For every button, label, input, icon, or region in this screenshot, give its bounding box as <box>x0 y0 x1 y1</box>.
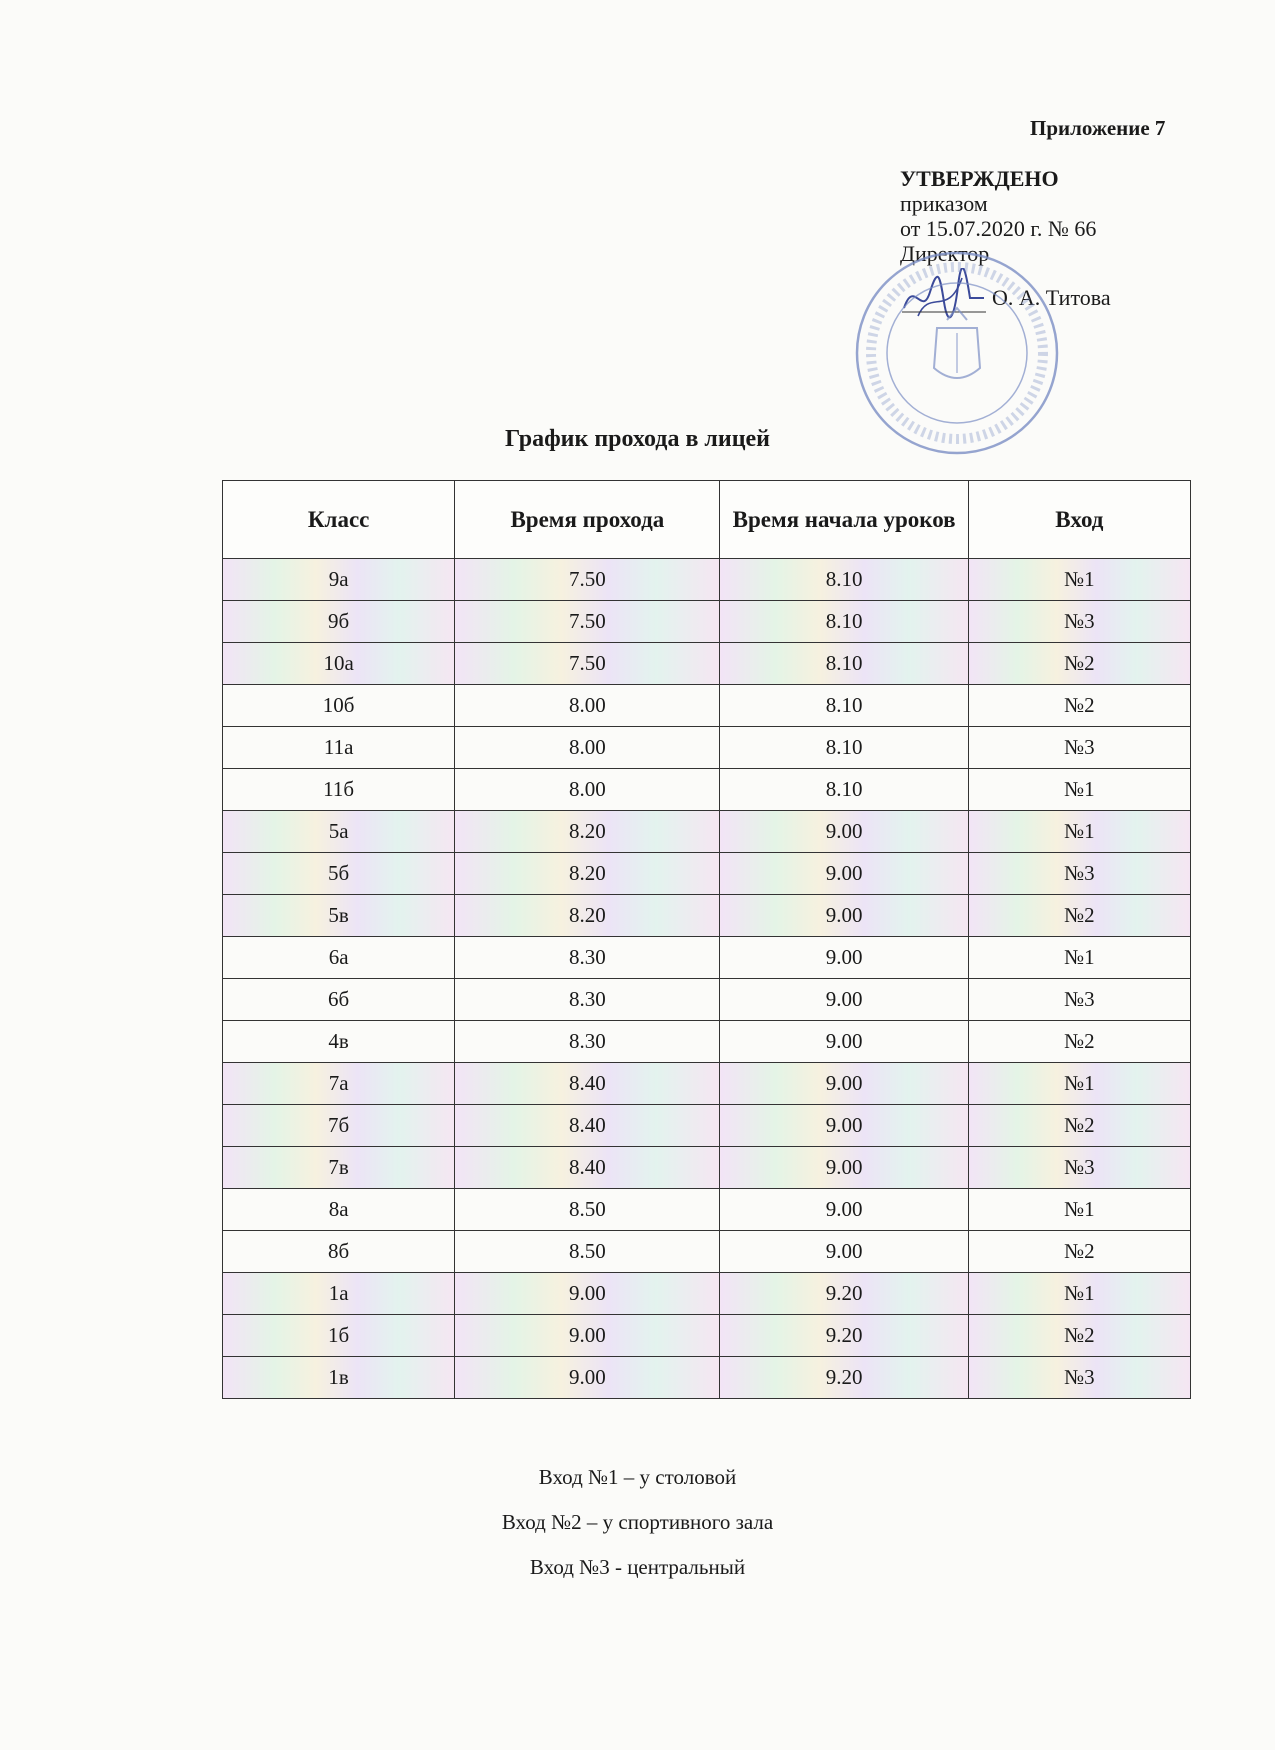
cell-entry-time: 8.50 <box>455 1231 720 1273</box>
cell-lesson-start: 9.20 <box>720 1273 968 1315</box>
cell-class: 9б <box>223 601 455 643</box>
cell-entry-time: 9.00 <box>455 1357 720 1399</box>
cell-lesson-start: 8.10 <box>720 727 968 769</box>
cell-entrance: №3 <box>968 853 1190 895</box>
order-reference: от 15.07.2020 г. № 66 <box>900 216 1097 241</box>
cell-lesson-start: 9.00 <box>720 937 968 979</box>
cell-lesson-start: 9.00 <box>720 1021 968 1063</box>
legend-entrance-2: Вход №2 – у спортивного зала <box>501 1510 774 1534</box>
cell-class: 6а <box>223 937 455 979</box>
table-row <box>223 1231 1191 1273</box>
legend-entrance-3: Вход №3 - центральный <box>529 1555 746 1579</box>
cell-entry-time: 8.20 <box>455 895 720 937</box>
cell-entry-time: 8.00 <box>455 727 720 769</box>
cell-lesson-start: 9.00 <box>720 1147 968 1189</box>
cell-class: 8а <box>223 1189 455 1231</box>
cell-class: 11б <box>223 769 455 811</box>
cell-entry-time: 8.30 <box>455 937 720 979</box>
cell-lesson-start: 8.10 <box>720 559 968 601</box>
table-row <box>223 1021 1191 1063</box>
cell-lesson-start: 8.10 <box>720 643 968 685</box>
cell-entrance: №1 <box>968 1063 1190 1105</box>
cell-lesson-start: 9.00 <box>720 979 968 1021</box>
cell-entry-time: 8.20 <box>455 811 720 853</box>
cell-entrance: №3 <box>968 727 1190 769</box>
table-row <box>223 1273 1191 1315</box>
cell-lesson-start: 9.00 <box>720 1189 968 1231</box>
table-row <box>223 601 1191 643</box>
cell-class: 7б <box>223 1105 455 1147</box>
table-row <box>223 1063 1191 1105</box>
cell-entrance: №1 <box>968 1273 1190 1315</box>
table-row <box>223 811 1191 853</box>
cell-entrance: №1 <box>968 1189 1190 1231</box>
header-class: Класс <box>223 481 455 559</box>
cell-class: 8б <box>223 1231 455 1273</box>
cell-entrance: №1 <box>968 559 1190 601</box>
cell-lesson-start: 9.00 <box>720 853 968 895</box>
cell-entry-time: 9.00 <box>455 1273 720 1315</box>
cell-entry-time: 9.00 <box>455 1315 720 1357</box>
signer-name: О. А. Титова <box>992 284 1111 310</box>
cell-entry-time: 8.40 <box>455 1147 720 1189</box>
cell-entrance: №3 <box>968 1147 1190 1189</box>
cell-lesson-start: 8.10 <box>720 685 968 727</box>
cell-lesson-start: 9.20 <box>720 1357 968 1399</box>
cell-lesson-start: 9.20 <box>720 1315 968 1357</box>
appendix-label: Приложение 7 <box>1030 116 1166 140</box>
approved-by: приказом <box>900 191 988 216</box>
cell-entry-time: 7.50 <box>455 559 720 601</box>
cell-lesson-start: 9.00 <box>720 1063 968 1105</box>
cell-entry-time: 7.50 <box>455 643 720 685</box>
cell-entrance: №2 <box>968 1105 1190 1147</box>
cell-class: 10а <box>223 643 455 685</box>
table-row <box>223 1147 1191 1189</box>
cell-entry-time: 8.30 <box>455 1021 720 1063</box>
cell-entrance: №3 <box>968 1357 1190 1399</box>
table-row <box>223 979 1191 1021</box>
cell-class: 4в <box>223 1021 455 1063</box>
schedule-body <box>223 559 1191 1399</box>
cell-class: 9а <box>223 559 455 601</box>
table-row <box>223 727 1191 769</box>
entrance-legend <box>0 1455 1275 1590</box>
schedule-table <box>222 480 1191 1399</box>
cell-entrance: №1 <box>968 769 1190 811</box>
cell-entry-time: 8.40 <box>455 1105 720 1147</box>
table-row <box>223 1357 1191 1399</box>
table-row <box>223 559 1191 601</box>
table-row <box>223 1105 1191 1147</box>
header-entry-time: Время прохода <box>455 481 720 559</box>
table-row <box>223 1189 1191 1231</box>
table-row <box>223 769 1191 811</box>
cell-entry-time: 8.30 <box>455 979 720 1021</box>
cell-entrance: №2 <box>968 895 1190 937</box>
cell-class: 5а <box>223 811 455 853</box>
cell-lesson-start: 8.10 <box>720 601 968 643</box>
cell-class: 10б <box>223 685 455 727</box>
document-title: График прохода в лицей <box>504 426 771 452</box>
cell-entrance: №2 <box>968 1315 1190 1357</box>
cell-entry-time: 8.50 <box>455 1189 720 1231</box>
cell-entrance: №1 <box>968 811 1190 853</box>
cell-class: 1б <box>223 1315 455 1357</box>
cell-lesson-start: 8.10 <box>720 769 968 811</box>
cell-entry-time: 8.40 <box>455 1063 720 1105</box>
table-row <box>223 937 1191 979</box>
cell-class: 11а <box>223 727 455 769</box>
cell-entry-time: 8.20 <box>455 853 720 895</box>
cell-entrance: №3 <box>968 601 1190 643</box>
cell-lesson-start: 9.00 <box>720 1231 968 1273</box>
cell-class: 1в <box>223 1357 455 1399</box>
signer-position: Директор <box>900 241 990 266</box>
cell-class: 5б <box>223 853 455 895</box>
cell-class: 1а <box>223 1273 455 1315</box>
table-row <box>223 1315 1191 1357</box>
table-row <box>223 853 1191 895</box>
cell-class: 5в <box>223 895 455 937</box>
cell-class: 6б <box>223 979 455 1021</box>
cell-entry-time: 8.00 <box>455 685 720 727</box>
cell-class: 7в <box>223 1147 455 1189</box>
cell-entrance: №2 <box>968 1021 1190 1063</box>
cell-entrance: №1 <box>968 937 1190 979</box>
table-header-row <box>223 481 1191 559</box>
cell-lesson-start: 9.00 <box>720 895 968 937</box>
cell-entrance: №2 <box>968 643 1190 685</box>
header-entrance: Вход <box>968 481 1190 559</box>
table-row <box>223 643 1191 685</box>
legend-entrance-1: Вход №1 – у столовой <box>538 1465 737 1489</box>
cell-entrance: №2 <box>968 1231 1190 1273</box>
cell-class: 7а <box>223 1063 455 1105</box>
cell-entrance: №3 <box>968 979 1190 1021</box>
cell-lesson-start: 9.00 <box>720 811 968 853</box>
table-row <box>223 895 1191 937</box>
cell-entry-time: 8.00 <box>455 769 720 811</box>
cell-lesson-start: 9.00 <box>720 1105 968 1147</box>
cell-entry-time: 7.50 <box>455 601 720 643</box>
cell-entrance: №2 <box>968 685 1190 727</box>
table-row <box>223 685 1191 727</box>
header-lesson-start: Время начала уроков <box>720 481 968 559</box>
approved-title: УТВЕРЖДЕНО <box>900 166 1059 191</box>
